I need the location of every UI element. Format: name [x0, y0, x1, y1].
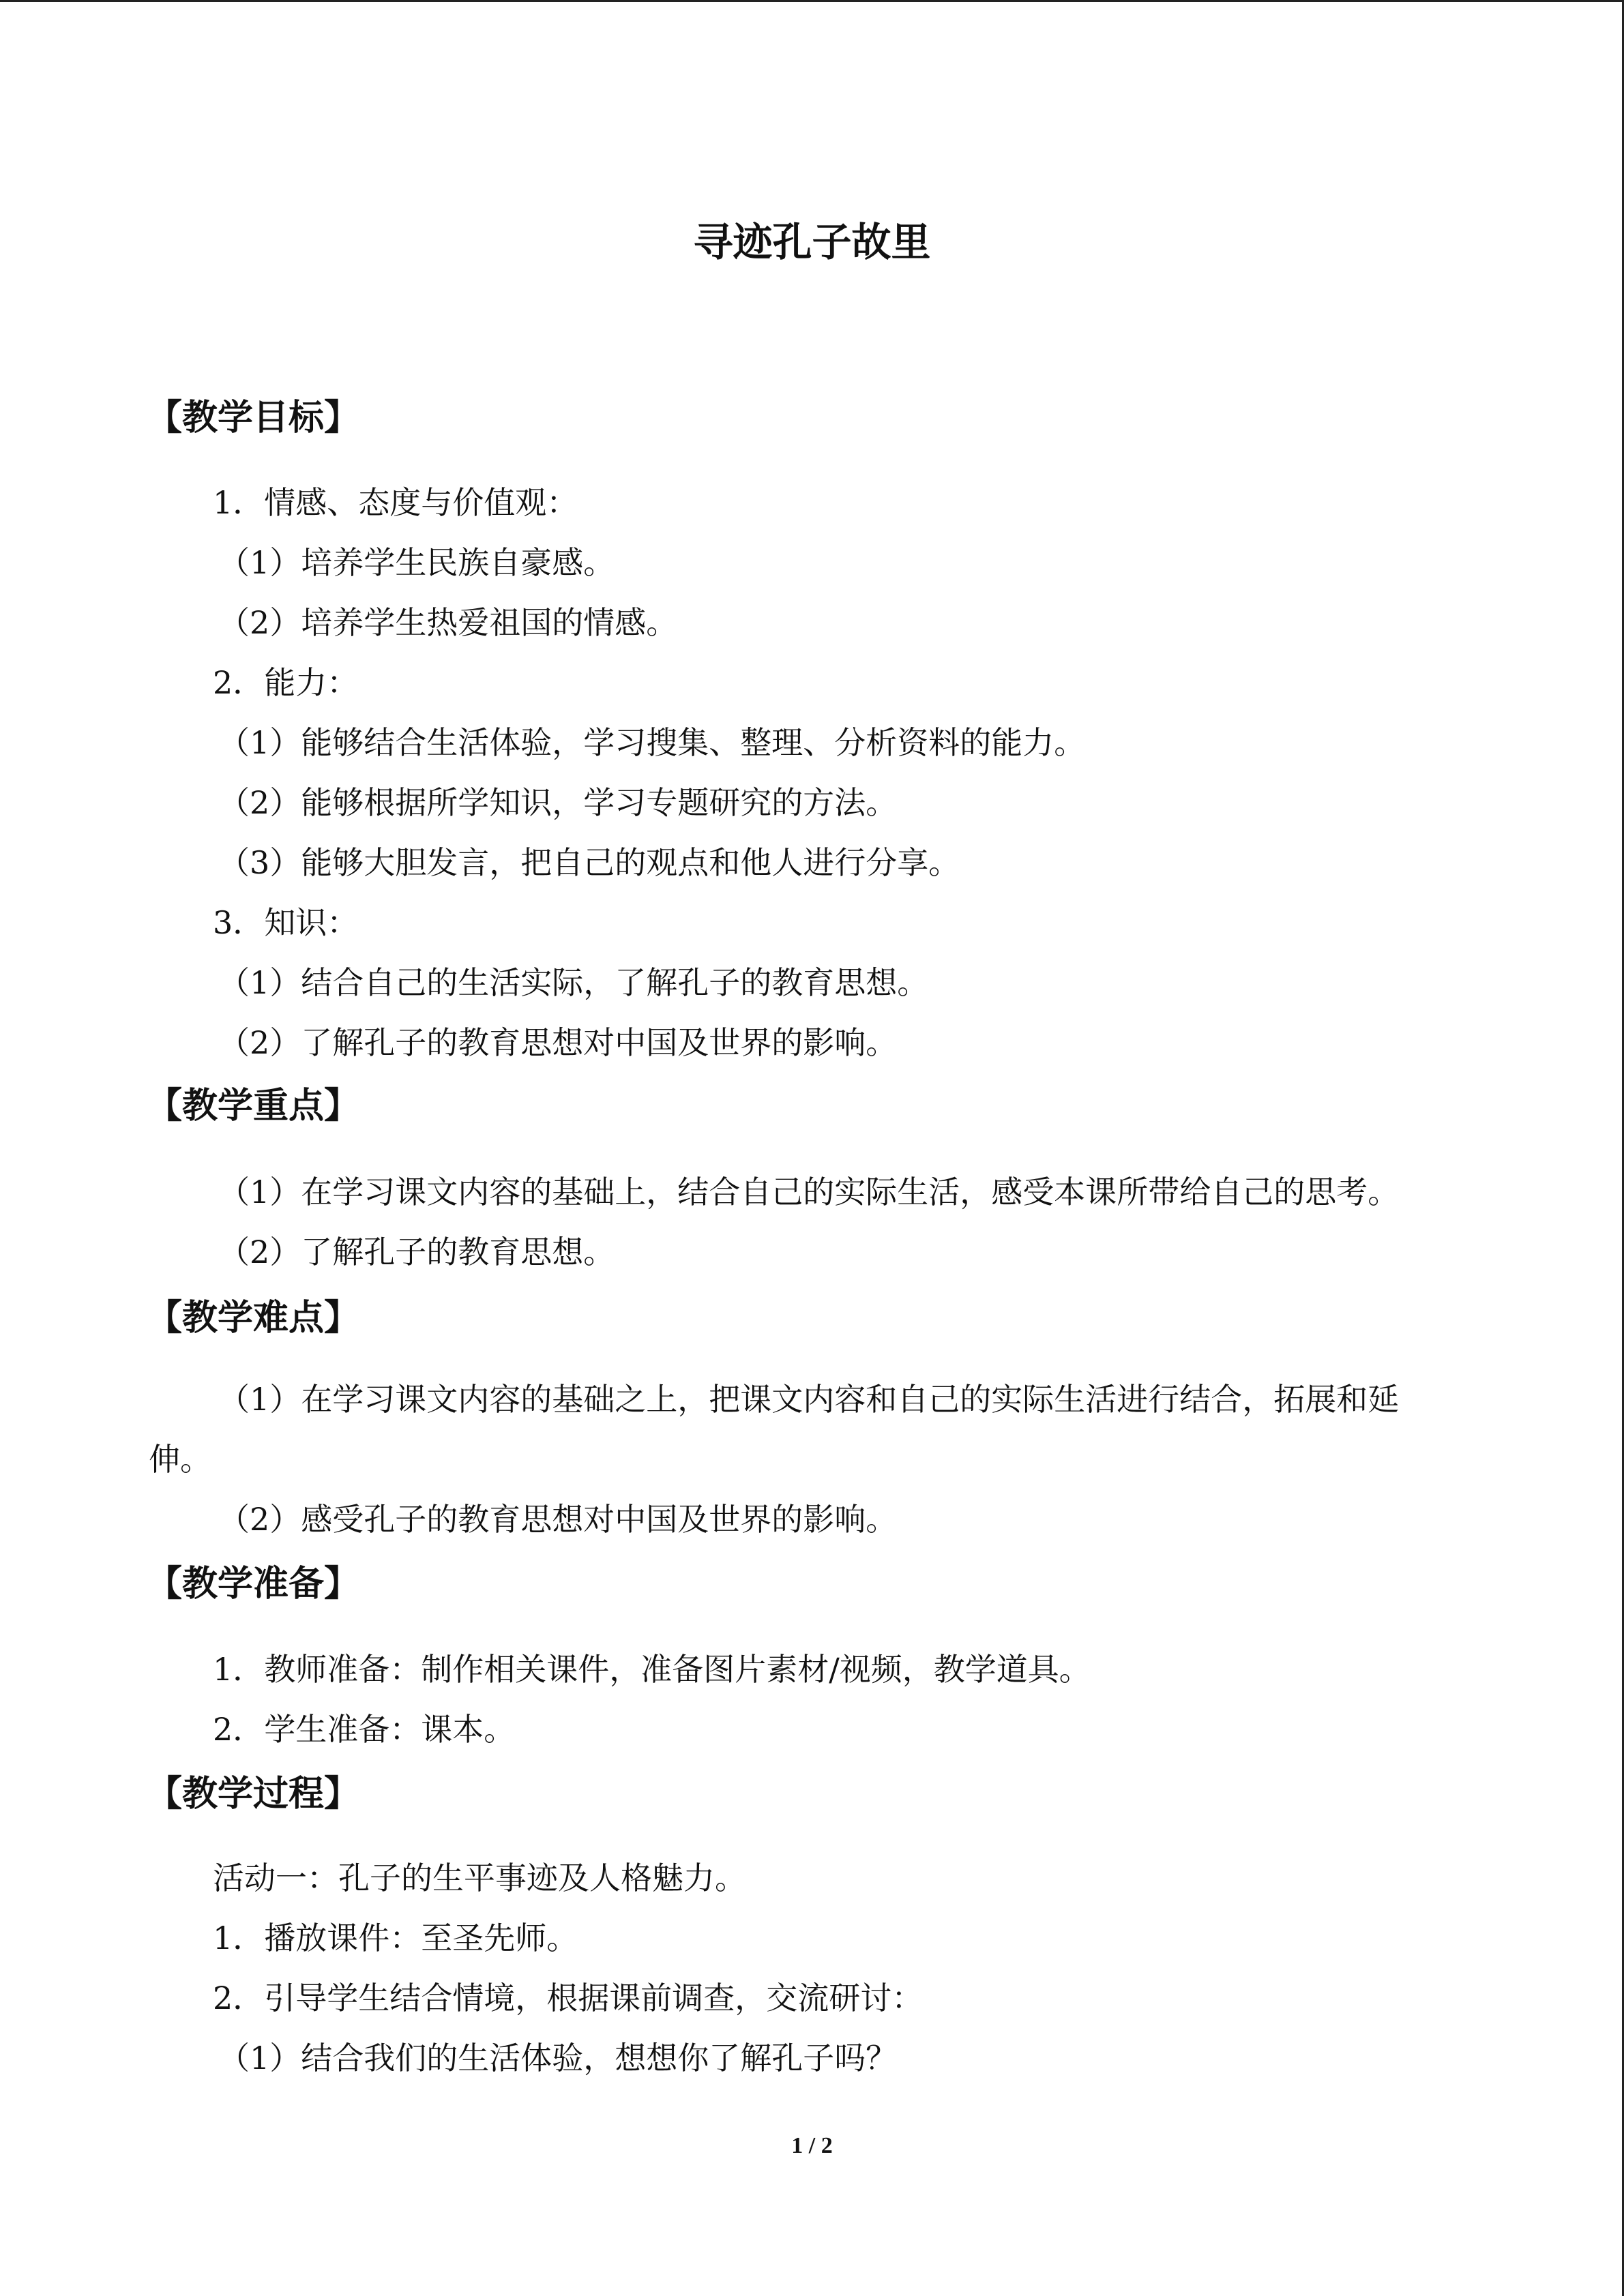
difficulty-line: 伸。: [149, 1441, 211, 1478]
heading-difficulties: 【教学难点】: [147, 1298, 360, 1339]
document-title: 寻迹孔子故里: [693, 219, 931, 265]
heading-objectives: 【教学目标】: [147, 398, 360, 438]
heading-key-points: 【教学重点】: [147, 1086, 360, 1127]
page-number: 1 / 2: [791, 2133, 833, 2158]
objective-line: 1．情感、态度与价值观：: [213, 484, 578, 521]
objective-line: （1）结合自己的生活实际，了解孔子的教育思想。: [218, 964, 929, 1001]
objective-line: 2．能力：: [213, 664, 359, 701]
process-line: 2．引导学生结合情境，根据课前调查，交流研讨：: [213, 1980, 924, 2016]
difficulty-line: （2）感受孔子的教育思想对中国及世界的影响。: [218, 1501, 898, 1538]
objective-line: （3）能够大胆发言，把自己的观点和他人进行分享。: [218, 844, 960, 881]
heading-preparation: 【教学准备】: [147, 1564, 360, 1605]
key-point-line: （2）了解孔子的教育思想。: [218, 1234, 615, 1270]
difficulty-line: （1）在学习课文内容的基础之上，把课文内容和自己的实际生活进行结合，拓展和延: [218, 1381, 1400, 1418]
heading-process: 【教学过程】: [147, 1774, 360, 1815]
objective-line: （1）能够结合生活体验，学习搜集、整理、分析资料的能力。: [218, 724, 1086, 761]
process-line: 1．播放课件：至圣先师。: [213, 1920, 578, 1956]
objective-line: （2）能够根据所学知识，学习专题研究的方法。: [218, 784, 898, 821]
process-line: 活动一：孔子的生平事迹及人格魅力。: [213, 1860, 746, 1896]
objective-line: 3．知识：: [213, 904, 359, 941]
preparation-line: 2．学生准备：课本。: [213, 1711, 516, 1748]
preparation-line: 1．教师准备：制作相关课件，准备图片素材/视频，教学道具。: [213, 1651, 1091, 1688]
objective-line: （2）培养学生热爱祖国的情感。: [218, 604, 678, 641]
objective-line: （1）培养学生民族自豪感。: [218, 544, 615, 581]
key-point-line: （1）在学习课文内容的基础上，结合自己的实际生活，感受本课所带给自己的思考。: [218, 1174, 1400, 1210]
objective-line: （2）了解孔子的教育思想对中国及世界的影响。: [218, 1024, 898, 1061]
process-line: （1）结合我们的生活体验，想想你了解孔子吗？: [218, 2040, 898, 2076]
